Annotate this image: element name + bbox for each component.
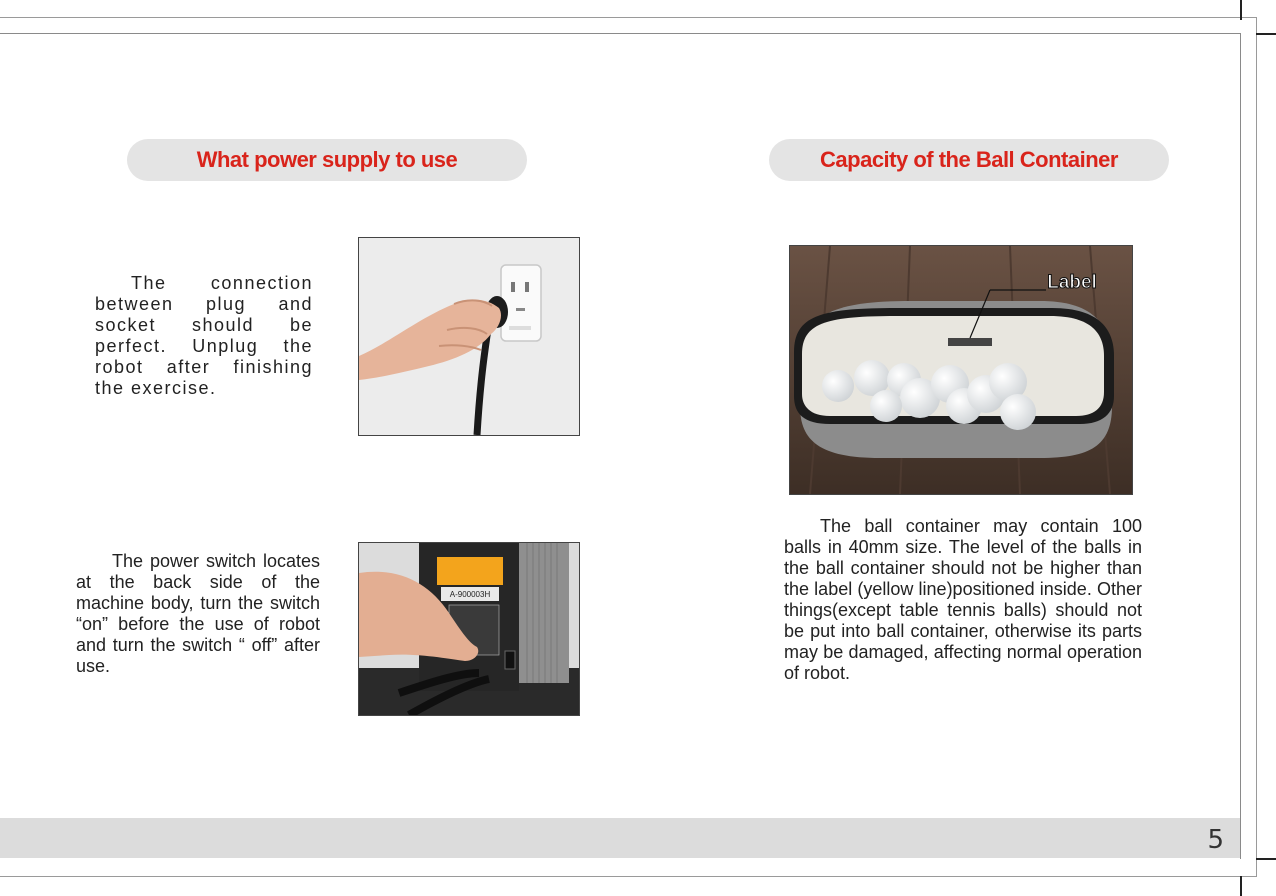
ball-container-photo	[789, 245, 1133, 495]
plug-instructions-text: The connection between plug and socket should be perfect. Unplug the robot after finishing the exercise.	[95, 273, 313, 398]
ball-capacity-heading-text: Capacity of the Ball Container	[820, 147, 1118, 172]
power-supply-heading-text: What power supply to use	[196, 147, 458, 172]
crop-mark	[1256, 858, 1276, 860]
device-model-label: A-900003H	[449, 590, 491, 599]
power-supply-heading	[127, 139, 527, 181]
crop-mark	[1256, 33, 1276, 35]
ball-capacity-heading	[769, 139, 1169, 181]
plug-socket-photo	[358, 237, 580, 436]
ball-capacity-text: The ball container may contain 100 balls in 40mm size. The level of the balls in the ball container should not be higher than the label (yellow line)positioned inside. Other things(except table tennis balls) should not be put into ball container, otherwise its parts may be damaged, affecting normal operation of robot.	[784, 516, 1142, 683]
footer-band	[0, 818, 1240, 858]
label-callout-text: Label	[1047, 272, 1097, 293]
power-switch-photo	[358, 542, 580, 716]
crop-mark	[1240, 0, 1242, 20]
power-switch-text: The power switch locates at the back side of the machine body, turn the switch “on” before the use of robot and turn the switch “ off” after use.	[76, 551, 320, 676]
page-number: 5	[1207, 825, 1224, 855]
crop-mark	[1240, 876, 1242, 896]
